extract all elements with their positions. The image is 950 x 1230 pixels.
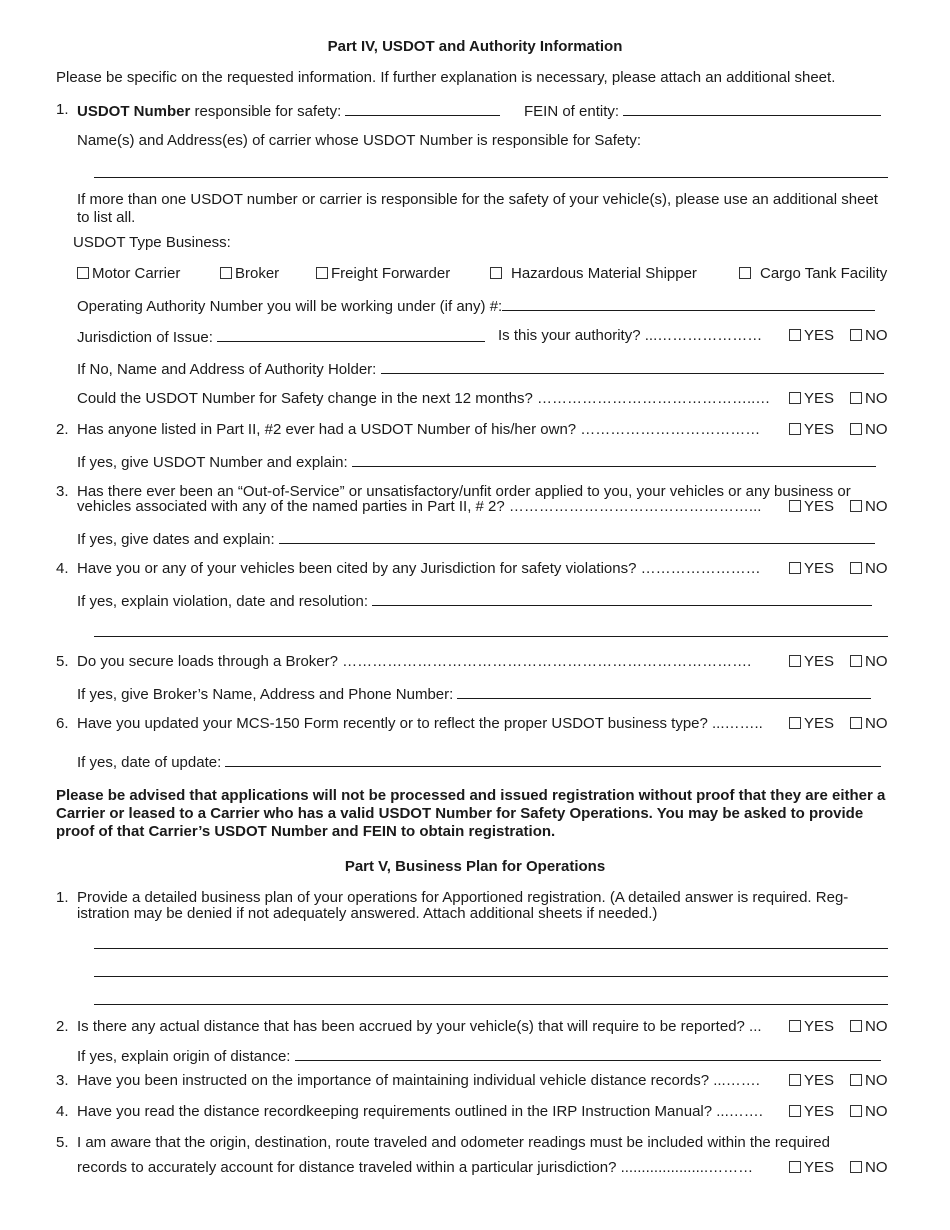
advisory-notice: Please be advised that applications will not be processed and issued registration without proof that they are either a Carrier or leased to a Carrier who has a valid USDOT Number for Safety Operations. You may be asked to provide proof of that Carrier’s USDOT Number and FEIN to obtain registration. xyxy=(56,787,886,840)
yes-label: YES xyxy=(804,1159,835,1176)
is-authority-yes-checkbox[interactable] xyxy=(789,329,801,341)
p5-q3-question: Have you been instructed on the importance of maintaining individual vehicle distance records? ...……. xyxy=(77,1072,760,1089)
yes-label: YES xyxy=(804,1072,835,1089)
p5-q2-no-checkbox[interactable] xyxy=(850,1020,862,1032)
jurisdiction-row xyxy=(77,327,485,346)
p5-q5-yes-checkbox[interactable] xyxy=(789,1161,801,1173)
p5-q2-followup-field[interactable] xyxy=(295,1046,881,1061)
type-broker[interactable] xyxy=(220,265,279,282)
business-plan-line-3[interactable] xyxy=(94,1004,888,1005)
multi-usdot-note: If more than one USDOT number or carrier is responsible for the safety of your vehicle(s), please use an additional sheet to list all. xyxy=(77,191,878,226)
carrier-names-field[interactable] xyxy=(94,177,888,178)
q6-yes-checkbox[interactable] xyxy=(789,717,801,729)
p5-q5-question-line1: I am aware that the origin, destination, route traveled and odometer readings must be included within the required xyxy=(77,1134,830,1151)
q2-followup-field[interactable] xyxy=(352,452,876,467)
yes-label: YES xyxy=(804,327,835,344)
no-label: NO xyxy=(865,1018,888,1035)
part4-title: Part IV, USDOT and Authority Information xyxy=(327,38,623,55)
q4-followup-extra-line[interactable] xyxy=(94,636,888,637)
p5-q2-number: 2. xyxy=(56,1018,69,1035)
motor-carrier-label: Motor Carrier xyxy=(92,265,181,282)
p5-q5-no-checkbox[interactable] xyxy=(850,1161,862,1173)
p5-q4-no[interactable] xyxy=(850,1103,888,1120)
type-hazmat-shipper[interactable] xyxy=(490,265,697,282)
q2-number: 2. xyxy=(56,421,69,438)
yes-label: YES xyxy=(804,421,835,438)
p5-q3-yes[interactable] xyxy=(789,1072,834,1089)
authority-holder-row xyxy=(77,359,884,378)
q2-no[interactable] xyxy=(850,421,888,438)
fein-label: FEIN of entity: xyxy=(524,103,624,120)
q5-number: 5. xyxy=(56,653,69,670)
usdot-responsible-label: responsible for safety: xyxy=(190,103,346,120)
q5-question: Do you secure loads through a Broker? ………………………………………………………………………. xyxy=(77,653,752,670)
broker-checkbox[interactable] xyxy=(220,267,232,279)
motor-carrier-checkbox[interactable] xyxy=(77,267,89,279)
carrier-names-label: Name(s) and Address(es) of carrier whose USDOT Number is responsible for Safety: xyxy=(77,132,642,149)
q4-yes-checkbox[interactable] xyxy=(789,562,801,574)
no-label: NO xyxy=(865,390,888,407)
usdot-number-field[interactable] xyxy=(345,101,500,116)
q5-yes[interactable] xyxy=(789,653,834,670)
op-authority-field[interactable] xyxy=(502,296,875,311)
q3-no[interactable] xyxy=(850,498,888,515)
q6-yes[interactable] xyxy=(789,715,834,732)
q6-followup-row xyxy=(77,752,881,771)
usdot-change-no[interactable] xyxy=(850,390,888,407)
freight-forwarder-checkbox[interactable] xyxy=(316,267,328,279)
p5-q3-yes-checkbox[interactable] xyxy=(789,1074,801,1086)
is-authority-yes[interactable] xyxy=(789,327,834,344)
hazmat-shipper-checkbox[interactable] xyxy=(490,267,502,279)
usdot-change-yes[interactable] xyxy=(789,390,834,407)
p5-q1-question-line2: istration may be denied if not adequately answered. Attach additional sheets if needed.) xyxy=(77,905,658,922)
is-authority-no[interactable] xyxy=(850,327,888,344)
p5-q5-number: 5. xyxy=(56,1134,69,1151)
q6-question: Have you updated your MCS-150 Form recently or to reflect the proper USDOT business type? ...…….. xyxy=(77,715,763,732)
q3-question-line1: Has there ever been an “Out-of-Service” or unsatisfactory/unfit order applied to you, your vehicles or any business or xyxy=(77,483,851,500)
q5-no-checkbox[interactable] xyxy=(850,655,862,667)
q3-followup-label: If yes, give dates and explain: xyxy=(77,531,279,548)
q3-yes[interactable] xyxy=(789,498,834,515)
p5-q5-yes[interactable] xyxy=(789,1159,834,1176)
p5-q3-no[interactable] xyxy=(850,1072,888,1089)
p5-q4-question: Have you read the distance recordkeeping requirements outlined in the IRP Instruction Manual? ...……. xyxy=(77,1103,763,1120)
hazmat-shipper-label: Hazardous Material Shipper xyxy=(511,265,697,282)
part4-intro: Please be specific on the requested information. If further explanation is necessary, please attach an additional sheet. xyxy=(56,69,836,86)
p5-q3-no-checkbox[interactable] xyxy=(850,1074,862,1086)
yes-label: YES xyxy=(804,498,835,515)
p5-q2-followup-row xyxy=(77,1046,881,1065)
p5-q5-question-line2: records to accurately account for distance traveled within a particular jurisdiction? .....................……… xyxy=(77,1159,754,1176)
usdot-change-question: Could the USDOT Number for Safety change in the next 12 months? ……………………………………..… xyxy=(77,390,771,407)
q5-followup-row xyxy=(77,684,871,703)
q1-number: 1. xyxy=(56,101,69,118)
q5-yes-checkbox[interactable] xyxy=(789,655,801,667)
type-freight-forwarder[interactable] xyxy=(316,265,450,282)
p5-q2-yes[interactable] xyxy=(789,1018,834,1035)
authority-holder-field[interactable] xyxy=(381,359,884,374)
q2-followup-label: If yes, give USDOT Number and explain: xyxy=(77,454,352,471)
q4-number: 4. xyxy=(56,560,69,577)
yes-label: YES xyxy=(804,653,835,670)
yes-label: YES xyxy=(804,1018,835,1035)
usdot-change-no-checkbox[interactable] xyxy=(850,392,862,404)
yes-label: YES xyxy=(804,1103,835,1120)
p5-q1-number: 1. xyxy=(56,889,69,906)
type-cargo-tank[interactable] xyxy=(739,265,887,282)
op-authority-row xyxy=(77,296,875,315)
jurisdiction-label: Jurisdiction of Issue: xyxy=(77,329,218,346)
p5-q4-no-checkbox[interactable] xyxy=(850,1105,862,1117)
p5-q2-no[interactable] xyxy=(850,1018,888,1035)
q2-yes[interactable] xyxy=(789,421,834,438)
p5-q5-no[interactable] xyxy=(850,1159,888,1176)
q5-followup-field[interactable] xyxy=(457,684,871,699)
usdot-number-label: USDOT Number xyxy=(77,103,191,120)
business-plan-line-2[interactable] xyxy=(94,976,888,977)
no-label: NO xyxy=(865,560,888,577)
no-label: NO xyxy=(865,653,888,670)
op-authority-label: Operating Authority Number you will be working under (if any) #: xyxy=(77,298,503,315)
yes-label: YES xyxy=(804,715,835,732)
q3-no-checkbox[interactable] xyxy=(850,500,862,512)
is-authority-question: Is this your authority? ...………………… xyxy=(498,327,763,344)
no-label: NO xyxy=(865,327,888,344)
q4-yes[interactable] xyxy=(789,560,834,577)
p5-q2-question: Is there any actual distance that has been accrued by your vehicle(s) that will require to be reported? ... xyxy=(77,1018,762,1035)
p5-q1-question-line1: Provide a detailed business plan of your operations for Apportioned registration. (A detailed answer is required. Reg- xyxy=(77,889,849,906)
yes-label: YES xyxy=(804,390,835,407)
q4-question: Have you or any of your vehicles been cited by any Jurisdiction for safety violations? …………………… xyxy=(77,560,761,577)
q5-no[interactable] xyxy=(850,653,888,670)
p5-q2-followup-label: If yes, explain origin of distance: xyxy=(77,1048,295,1065)
p5-q4-yes[interactable] xyxy=(789,1103,834,1120)
q2-no-checkbox[interactable] xyxy=(850,423,862,435)
q5-followup-label: If yes, give Broker’s Name, Address and Phone Number: xyxy=(77,686,458,703)
q6-number: 6. xyxy=(56,715,69,732)
p5-q4-yes-checkbox[interactable] xyxy=(789,1105,801,1117)
authority-holder-label: If No, Name and Address of Authority Holder: xyxy=(77,361,381,378)
q3-followup-row xyxy=(77,529,875,548)
is-authority-no-checkbox[interactable] xyxy=(850,329,862,341)
no-label: NO xyxy=(865,1103,888,1120)
q3-followup-field[interactable] xyxy=(279,529,875,544)
q4-no-checkbox[interactable] xyxy=(850,562,862,574)
business-plan-line-1[interactable] xyxy=(94,948,888,949)
no-label: NO xyxy=(865,421,888,438)
usdot-change-yes-checkbox[interactable] xyxy=(789,392,801,404)
q4-no[interactable] xyxy=(850,560,888,577)
part5-title: Part V, Business Plan for Operations xyxy=(344,858,606,875)
fein-field[interactable] xyxy=(623,101,881,116)
type-motor-carrier[interactable] xyxy=(77,265,180,282)
p5-q4-number: 4. xyxy=(56,1103,69,1120)
q3-yes-checkbox[interactable] xyxy=(789,500,801,512)
q2-followup-row xyxy=(77,452,876,471)
p5-q3-number: 3. xyxy=(56,1072,69,1089)
p5-q2-yes-checkbox[interactable] xyxy=(789,1020,801,1032)
jurisdiction-field[interactable] xyxy=(217,327,485,342)
q4-followup-row xyxy=(77,591,872,610)
q1-usdot-row xyxy=(77,101,500,120)
no-label: NO xyxy=(865,1072,888,1089)
q6-no-checkbox[interactable] xyxy=(850,717,862,729)
q2-yes-checkbox[interactable] xyxy=(789,423,801,435)
q4-followup-field[interactable] xyxy=(372,591,872,606)
fein-row xyxy=(524,101,881,120)
q6-no[interactable] xyxy=(850,715,888,732)
cargo-tank-checkbox[interactable] xyxy=(739,267,751,279)
usdot-type-label: USDOT Type Business: xyxy=(73,234,231,251)
q6-followup-field[interactable] xyxy=(225,752,881,767)
cargo-tank-label: Cargo Tank Facility xyxy=(760,265,888,282)
q4-followup-label: If yes, explain violation, date and resolution: xyxy=(77,593,373,610)
q6-followup-label: If yes, date of update: xyxy=(77,754,226,771)
no-label: NO xyxy=(865,1159,888,1176)
q3-question-line2: vehicles associated with any of the named parties in Part II, # 2? …………………………………………... xyxy=(77,498,762,515)
q2-question: Has anyone listed in Part II, #2 ever had a USDOT Number of his/her own? ……………………………… xyxy=(77,421,761,438)
no-label: NO xyxy=(865,715,888,732)
freight-forwarder-label: Freight Forwarder xyxy=(331,265,451,282)
no-label: NO xyxy=(865,498,888,515)
broker-label: Broker xyxy=(235,265,280,282)
q3-number: 3. xyxy=(56,483,69,500)
yes-label: YES xyxy=(804,560,835,577)
